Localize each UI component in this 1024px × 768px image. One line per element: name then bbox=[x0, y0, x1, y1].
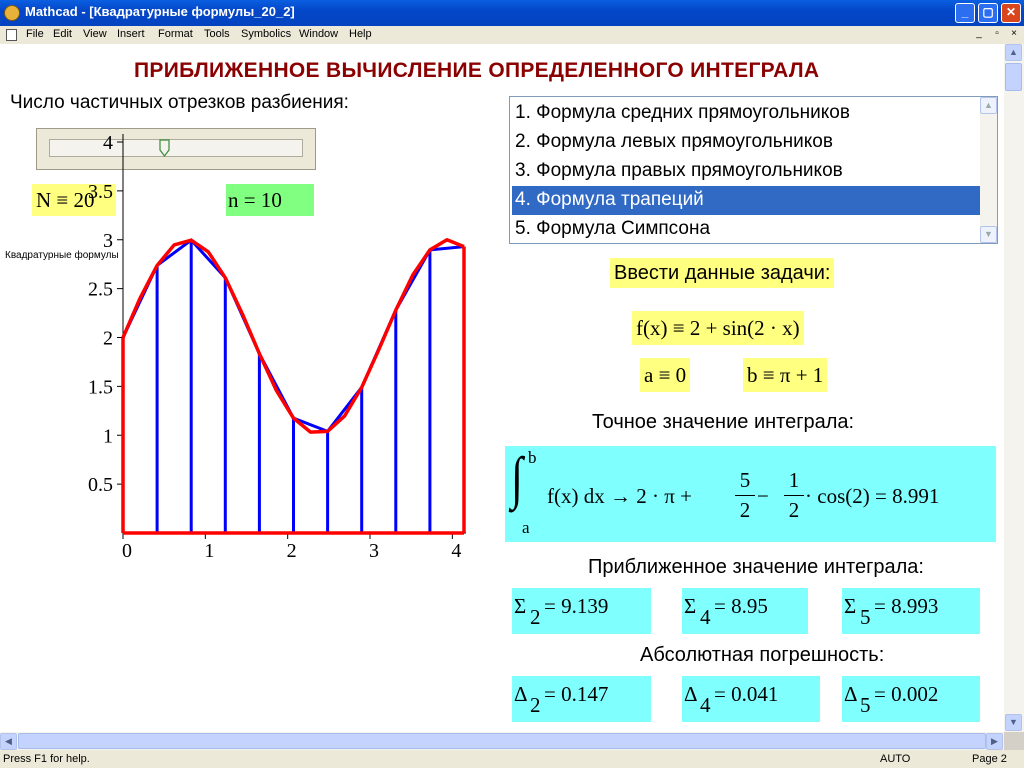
frac1-denominator: 2 bbox=[739, 498, 751, 522]
document-icon[interactable] bbox=[6, 29, 17, 41]
x-tick-label: 3 bbox=[369, 540, 380, 562]
approx-value-heading: Приближенное значение интеграла: bbox=[588, 556, 924, 578]
abs-error-heading: Абсолютная погрешность: bbox=[640, 644, 885, 666]
listbox-scrollbar[interactable] bbox=[980, 97, 997, 243]
menu-tools[interactable]: Tools bbox=[204, 28, 230, 40]
slider-track[interactable] bbox=[49, 139, 303, 157]
exact-value-heading: Точное значение интеграла: bbox=[592, 411, 855, 433]
frac1-bar bbox=[735, 495, 755, 496]
menu-help[interactable]: Help bbox=[349, 28, 372, 40]
y-tick-label: 2.5 bbox=[88, 278, 113, 301]
menu-insert[interactable]: Insert bbox=[117, 28, 145, 40]
frac2-denominator: 2 bbox=[788, 498, 800, 522]
delta-4-result[interactable]: Δ 4 = 0.041 bbox=[682, 676, 820, 722]
chart-title: Квадратурные формулы bbox=[5, 250, 119, 261]
status-mode: AUTO bbox=[880, 753, 911, 765]
y-tick-label: 3.5 bbox=[88, 180, 113, 203]
horizontal-scroll-thumb[interactable] bbox=[18, 733, 986, 749]
menu-edit[interactable]: Edit bbox=[53, 28, 72, 40]
status-bar bbox=[0, 750, 1024, 768]
minimize-button[interactable]: _ bbox=[955, 3, 975, 23]
doc-close-button[interactable]: × bbox=[1011, 28, 1017, 39]
listbox-scroll-up-icon[interactable]: ▲ bbox=[980, 97, 997, 114]
vertical-scroll-thumb[interactable] bbox=[1005, 63, 1022, 91]
x-tick-label: 4 bbox=[451, 540, 462, 562]
menu-file[interactable]: File bbox=[26, 28, 44, 40]
exact-integral-region[interactable] bbox=[505, 446, 996, 542]
listbox-scroll-down-icon[interactable]: ▼ bbox=[980, 226, 997, 243]
y-tick-label: 1 bbox=[103, 425, 113, 448]
integral-minus: − bbox=[757, 484, 769, 508]
list-item[interactable]: 3. Формула правых прямоугольников bbox=[515, 160, 843, 181]
status-help-text: Press F1 for help. bbox=[3, 753, 90, 765]
status-page: Page 2 bbox=[972, 753, 1007, 765]
title-bar bbox=[0, 0, 1024, 26]
x-tick-label: 2 bbox=[286, 540, 297, 562]
list-item[interactable]: 1. Формула средних прямоугольников bbox=[515, 102, 850, 123]
worksheet[interactable] bbox=[0, 44, 1004, 732]
menu-view[interactable]: View bbox=[83, 28, 107, 40]
trapezoid-series-line bbox=[123, 240, 464, 431]
x-tick-label: 1 bbox=[204, 540, 215, 562]
menu-symbolics[interactable]: Symbolics bbox=[241, 28, 292, 40]
scroll-up-icon[interactable]: ▲ bbox=[1005, 44, 1022, 61]
partitions-slider[interactable] bbox=[36, 128, 316, 170]
y-tick-label: 0.5 bbox=[88, 474, 113, 497]
close-button[interactable]: ✕ bbox=[1001, 3, 1021, 23]
formula-listbox[interactable] bbox=[509, 96, 998, 244]
frac1-numerator: 5 bbox=[739, 468, 751, 492]
a-definition[interactable]: a ≡ 0 bbox=[640, 358, 690, 392]
sigma-5-result[interactable]: Σ 5 = 8.993 bbox=[842, 588, 980, 634]
menu-window[interactable]: Window bbox=[299, 28, 339, 40]
list-item[interactable]: 5. Формула Симпсона bbox=[515, 218, 711, 239]
partitions-label: Число частичных отрезков разбиения: bbox=[10, 92, 349, 113]
b-definition[interactable]: b ≡ π + 1 bbox=[743, 358, 827, 392]
list-item-selected[interactable]: 4. Формула трапеций bbox=[512, 186, 980, 215]
doc-restore-button[interactable]: ▫ bbox=[995, 28, 999, 39]
n-definition[interactable]: n = 10 bbox=[226, 184, 314, 216]
y-tick-label: 3 bbox=[103, 229, 113, 252]
sigma-2-result[interactable]: Σ 2 = 9.139 bbox=[512, 588, 651, 634]
sigma-4-result[interactable]: Σ 4 = 8.95 bbox=[682, 588, 808, 634]
maximize-button[interactable]: ▢ bbox=[978, 3, 998, 23]
delta-2-result[interactable]: Δ 2 = 0.147 bbox=[512, 676, 651, 722]
function-series-line bbox=[123, 240, 464, 432]
integral-body: f(x) dx → 2 · π + bbox=[547, 484, 692, 508]
delta-5-result[interactable]: Δ 5 = 0.002 bbox=[842, 676, 980, 722]
integral-result: · cos(2) = 8.991 bbox=[805, 484, 940, 508]
horizontal-scrollbar[interactable] bbox=[0, 732, 1004, 750]
menu-format[interactable]: Format bbox=[158, 28, 193, 40]
window-title: Mathcad - [Квадратурные формулы_20_2] bbox=[25, 4, 295, 19]
N-definition[interactable]: N ≡ 20 bbox=[32, 184, 116, 216]
integral-upper-limit: b bbox=[528, 448, 537, 467]
input-data-heading: Ввести данные задачи: bbox=[610, 258, 834, 288]
scroll-down-icon[interactable]: ▼ bbox=[1005, 714, 1022, 731]
slider-thumb[interactable] bbox=[159, 139, 170, 157]
integral-sign: ∫ bbox=[511, 445, 523, 510]
frac2-bar bbox=[784, 495, 804, 496]
doc-minimize-button[interactable]: _ bbox=[976, 28, 982, 39]
scroll-right-icon[interactable]: ▶ bbox=[986, 733, 1003, 750]
x-tick-label: 0 bbox=[122, 540, 132, 562]
y-tick-label: 1.5 bbox=[88, 376, 113, 399]
integral-lower-limit: a bbox=[522, 518, 530, 537]
list-item[interactable]: 2. Формула левых прямоугольников bbox=[515, 131, 833, 152]
vertical-scrollbar[interactable] bbox=[1004, 44, 1024, 732]
frac2-numerator: 1 bbox=[788, 468, 800, 492]
y-tick-label: 2 bbox=[103, 327, 113, 350]
y-tick-label: 4 bbox=[103, 132, 113, 154]
worksheet-heading: ПРИБЛИЖЕННОЕ ВЫЧИСЛЕНИЕ ОПРЕДЕЛЕННОГО ИНТЕГРАЛА bbox=[134, 59, 820, 82]
mathcad-app-icon[interactable] bbox=[4, 5, 20, 21]
menu-bar bbox=[0, 26, 1024, 44]
scroll-left-icon[interactable]: ◀ bbox=[0, 733, 17, 750]
f-definition[interactable]: f(x) ≡ 2 + sin(2 · x) bbox=[632, 311, 804, 345]
